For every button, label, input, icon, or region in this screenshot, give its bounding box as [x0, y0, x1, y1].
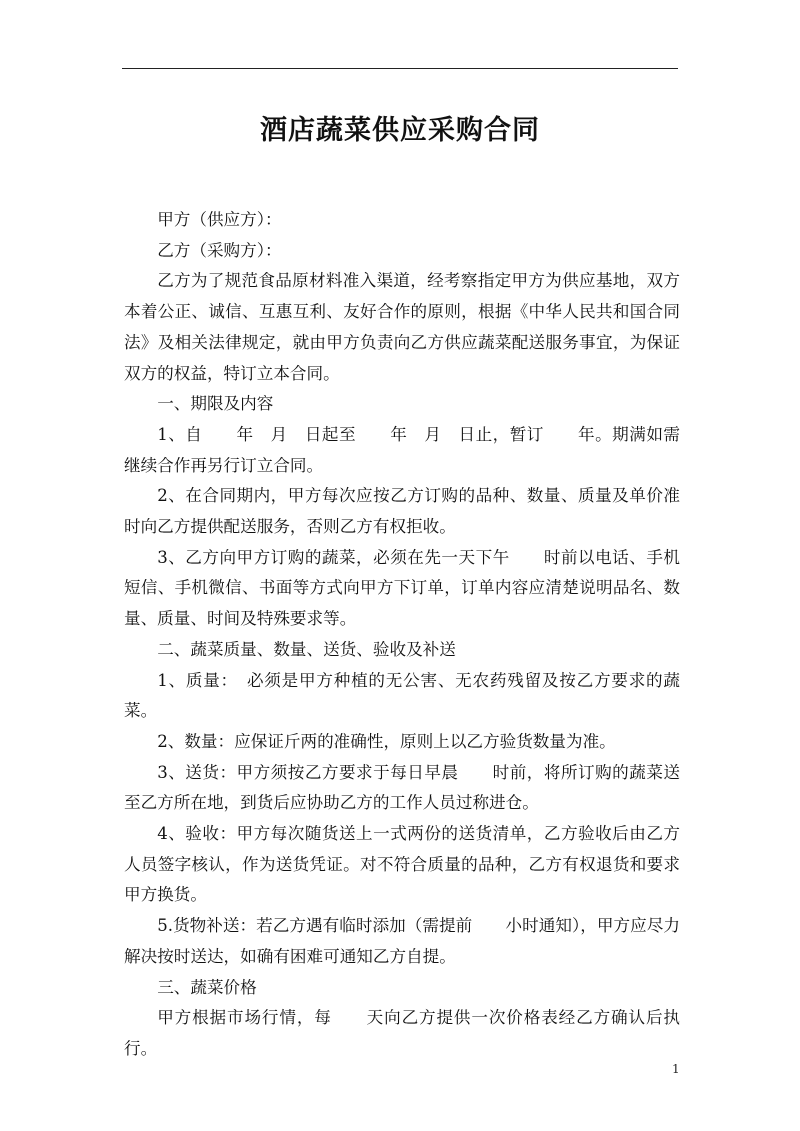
- clause-1-3: 3、乙方向甲方订购的蔬菜，必须在先一天下午 时前以电话、手机短信、手机微信、书面等方式向甲方下订单，订单内容应清楚说明品名、数量、质量、时间及特殊要求等。: [124, 547, 680, 629]
- clause-2-1: 1、质量： 必须是甲方种植的无公害、无农药残留及按乙方要求的蔬菜。: [124, 670, 680, 721]
- document-title: 酒店蔬菜供应采购合同: [260, 115, 540, 146]
- header-rule: [122, 68, 678, 69]
- party-b-line: 乙方（采购方）：: [157, 240, 282, 260]
- section-heading-price: 三、蔬菜价格: [157, 977, 257, 997]
- clause-2-4: 4、验收：甲方每次随货送上一式两份的送货清单，乙方验收后由乙方人员签字核认，作为送货凭证。对不符合质量的品种，乙方有权退货和要求甲方换货。: [124, 824, 680, 905]
- clause-1-1: 1、自 年 月 日起至 年 月 日止，暂订 年。期满如需继续合作再另行订立合同。: [124, 424, 680, 475]
- section-heading-term: 一、期限及内容: [157, 394, 274, 414]
- clause-3-1: 甲方根据市场行情，每 天向乙方提供一次价格表经乙方确认后执行。: [124, 1008, 680, 1058]
- page-number: 1: [672, 1062, 680, 1076]
- clause-2-3: 3、送货：甲方须按乙方要求于每日早晨 时前，将所订购的蔬菜送至乙方所在地，到货后应协助乙方的工作人员过称进仓。: [124, 762, 680, 813]
- clause-2-5: 5.货物补送：若乙方遇有临时添加（需提前 小时通知），甲方应尽力解决按时送达，如确有困难可通知乙方自提。: [124, 916, 680, 966]
- clause-1-2: 2、在合同期内，甲方每次应按乙方订购的品种、数量、质量及单价准时向乙方提供配送服务，否则乙方有权拒收。: [124, 486, 680, 537]
- party-a-line: 甲方（供应方）：: [157, 210, 282, 229]
- section-heading-quality: 二、蔬菜质量、数量、送货、验收及补送: [157, 639, 456, 659]
- preamble-paragraph: 乙方为了规范食品原材料准入渠道，经考察指定甲方为供应基地，双方本着公正、诚信、互惠互利、友好合作的原则，根据《中华人民共和国合同法》及相关法律规定，就由甲方负责向乙方供应蔬菜配送服务事宜，为保证双方的权益，特订立本合同。: [124, 271, 680, 383]
- clause-2-2: 2、数量：应保证斤两的准确性，原则上以乙方验货数量为准。: [157, 731, 616, 751]
- document-body: [124, 205, 680, 1065]
